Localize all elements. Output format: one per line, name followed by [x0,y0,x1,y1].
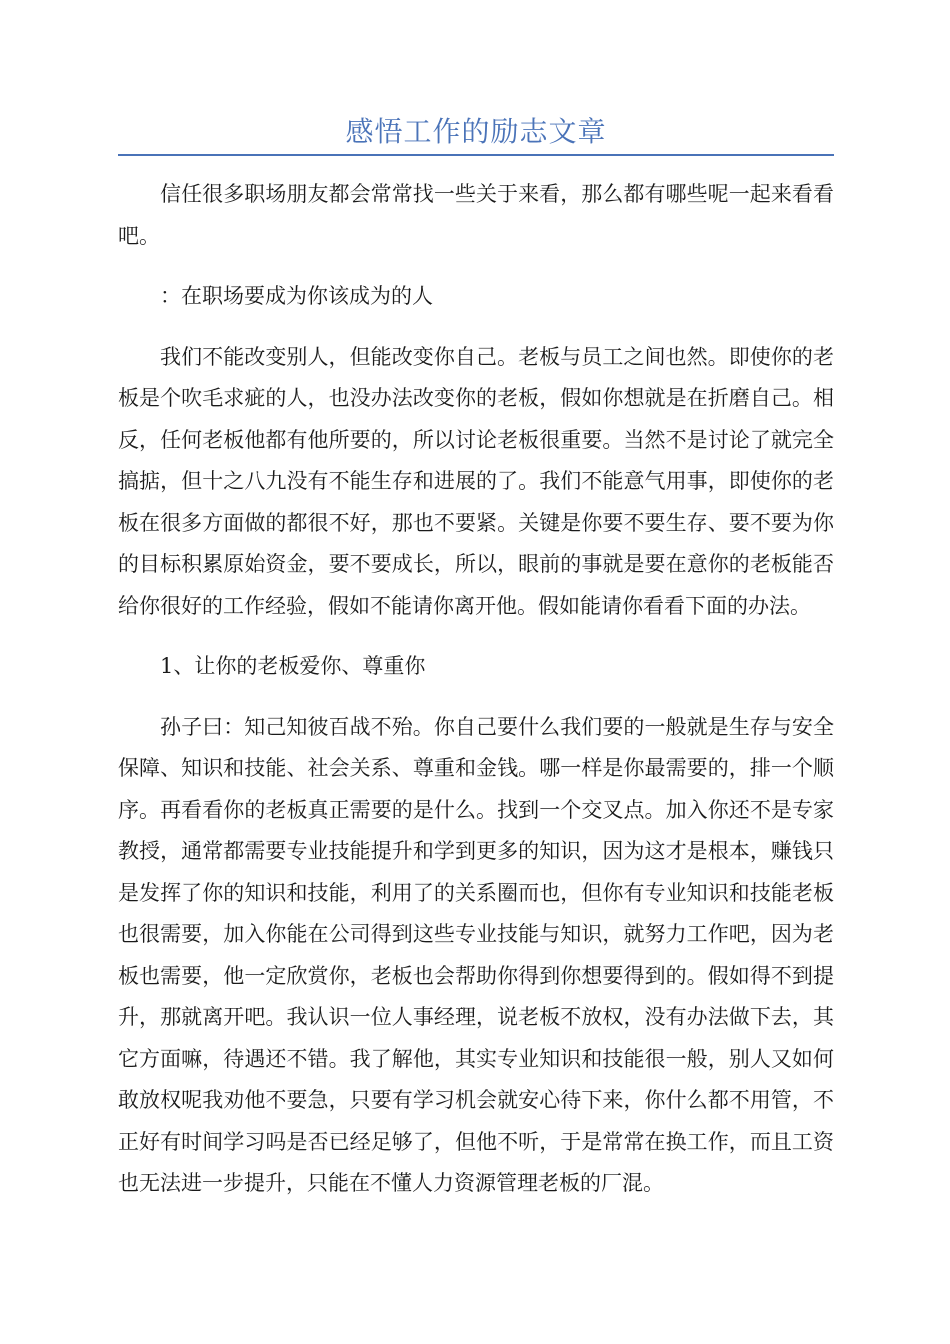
title-underline [118,154,834,156]
paragraph-subheading: 1、让你的老板爱你、尊重你 [160,654,426,678]
paragraph-heading: ：在职场要成为你该成为的人 [160,284,433,308]
document-title: 感悟工作的励志文章 [345,115,607,148]
paragraph-intro: 信任很多职场朋友都会常常找一些关于来看，那么都有哪些呢一起来看看吧。 [118,182,834,248]
document-body [118,174,834,1224]
paragraph-body-1: 我们不能改变别人，但能改变你自己。老板与员工之间也然。即使你的老板是个吹毛求疵的人，也没办法改变你的老板，假如你想就是在折磨自己。相反，任何老板他都有他所要的，所以讨论老板很重要。当然不是讨论了就完全搞掂，但十之八九没有不能生存和进展的了。我们不能意气用事，即使你的老板在很多方面做的都很不好，那也不要紧。关键是你要不要生存、要不要为你的目标积累原始资金，要不要成长，所以，眼前的事就是要在意你的老板能否给你很好的工作经验，假如不能请你离开他。假如能请你看看下面的办法。 [118,344,834,618]
paragraph-body-2: 孙子曰：知己知彼百战不殆。你自己要什么我们要的一般就是生存与安全保障、知识和技能、社会关系、尊重和金钱。哪一样是你最需要的，排一个顺序。再看看你的老板真正需要的是什么。找到一个交叉点。加入你还不是专家教授，通常都需要专业技能提升和学到更多的知识，因为这才是根本，赚钱只是发挥了你的知识和技能，利用了的关系圈而也，但你有专业知识和技能老板也很需要，加入你能在公司得到这些专业技能与知识，就努力工作吧，因为老板也需要，他一定欣赏你，老板也会帮助你得到你想要得到的。假如得不到提升，那就离开吧。我认识一位人事经理，说老板不放权，没有办法做下去，其它方面嘛，待遇还不错。我了解他，其实专业知识和技能很一般，别人又如何敢放权呢我劝他不要急，只要有学习机会就安心待下来，你什么都不用管，不正好有时间学习吗是否已经足够了，但他不听，于是常常在换工作，而且工资也无法进一步提升，只能在不懂人力资源管理老板的厂混。 [118,714,834,1195]
